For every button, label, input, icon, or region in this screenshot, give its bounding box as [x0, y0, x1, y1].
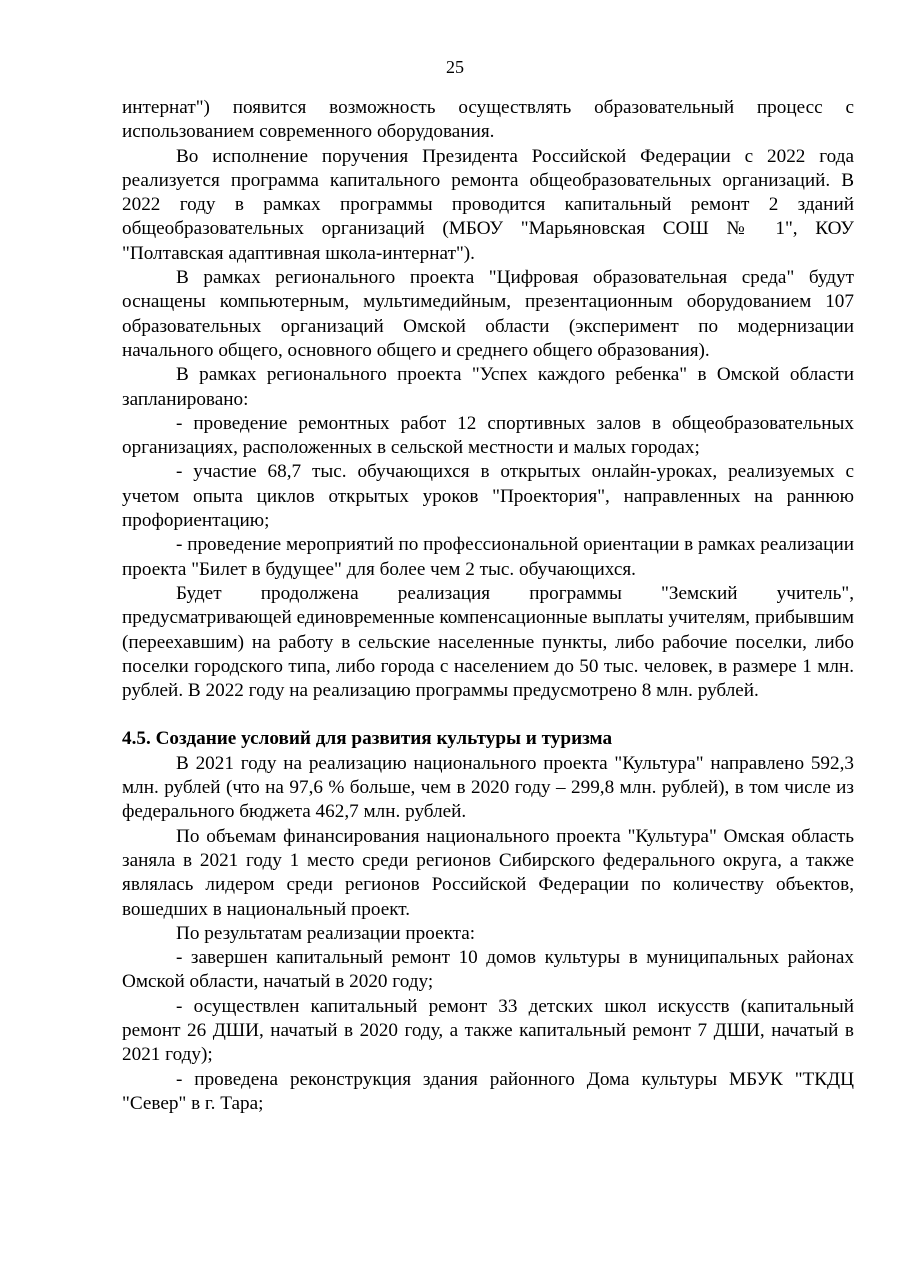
list-item-online-lessons: - участие 68,7 тыс. обучающихся в открытых онлайн-уроках, реализуемых с учетом опыта циклов открытых уроков "Проектория", направленных на раннюю профориентацию;: [122, 461, 854, 532]
page-number: 25: [446, 57, 464, 77]
paragraph-zemsky-teacher: Будет продолжена реализация программы "Земский учитель", предусматривающей единовременные компенсационные выплаты учителям, прибывшим (переехавшим) на работу в сельские населенные пункты, либо рабочие поселки, либо поселки городского типа, либо города с населением до 50 тыс. человек, в размере 1 млн. рублей. В 2022 году на реализацию программы предусмотрено 8 млн. рублей.: [122, 582, 854, 702]
list-item-reconstruction: - проведена реконструкция здания районного Дома культуры МБУК "ТКДЦ "Север" в г. Тара;: [122, 1068, 854, 1114]
list-item-ticket-to-future: - проведение мероприятий по профессиональной ориентации в рамках реализации проекта "Билет в будущее" для более чем 2 тыс. обучающихся.: [122, 534, 854, 580]
section-heading: 4.5. Создание условий для развития культуры и туризма: [122, 728, 613, 750]
list-item-sports-halls: - проведение ремонтных работ 12 спортивных залов в общеобразовательных организациях, расположенных в сельской местности и малых городах;: [122, 412, 854, 459]
paragraph-digital-environment: В рамках регионального проекта "Цифровая образовательная среда" будут оснащены компьютерным, мультимедийным, презентационным оборудованием 107 образовательных организаций Омской области (эксперимент по модернизации начального общего, основного общего и среднего общего образования).: [122, 267, 854, 361]
paragraph-culture-funding: В 2021 году на реализацию национального проекта "Культура" направлено 592,3 млн. рублей (что на 97,6 % больше, чем в 2020 году – 299,8 млн. рублей), в том числе из федерального бюджета 462,7 млн. рублей.: [122, 752, 854, 823]
section-spacer: [122, 703, 854, 727]
paragraph-results-intro: По результатам реализации проекта:: [176, 922, 476, 944]
paragraph-president-order: Во исполнение поручения Президента Российской Федерации с 2022 года реализуется программа капитального ремонта общеобразовательных организаций. В 2022 году в рамках программы проводится капитальный ремонт 2 зданий общеобразовательных организаций (МБОУ "Марьяновская СОШ № 1", КОУ "Полтавская адаптивная школа-интернат").: [122, 145, 854, 264]
list-item-culture-houses: - завершен капитальный ремонт 10 домов культуры в муниципальных районах Омской области, начатый в 2020 году;: [122, 947, 854, 993]
document-body: [122, 96, 854, 1116]
paragraph-continuation: интернат") появится возможность осуществлять образовательный процесс с использованием современного оборудования.: [122, 97, 854, 143]
list-item-art-schools: - осуществлен капитальный ремонт 33 детских школ искусств (капитальный ремонт 26 ДШИ, начатый в 2020 году, а также капитальный ремонт 7 ДШИ, начатый в 2021 году);: [122, 995, 854, 1066]
paragraph-culture-rank: По объемам финансирования национального проекта "Культура" Омская область заняла в 2021 году 1 место среди регионов Сибирского федерального округа, а также являлась лидером среди регионов Российской Федерации по количеству объектов, вошедших в национальный проект.: [122, 825, 854, 920]
paragraph-success-intro: В рамках регионального проекта "Успех каждого ребенка" в Омской области запланировано:: [122, 364, 854, 410]
